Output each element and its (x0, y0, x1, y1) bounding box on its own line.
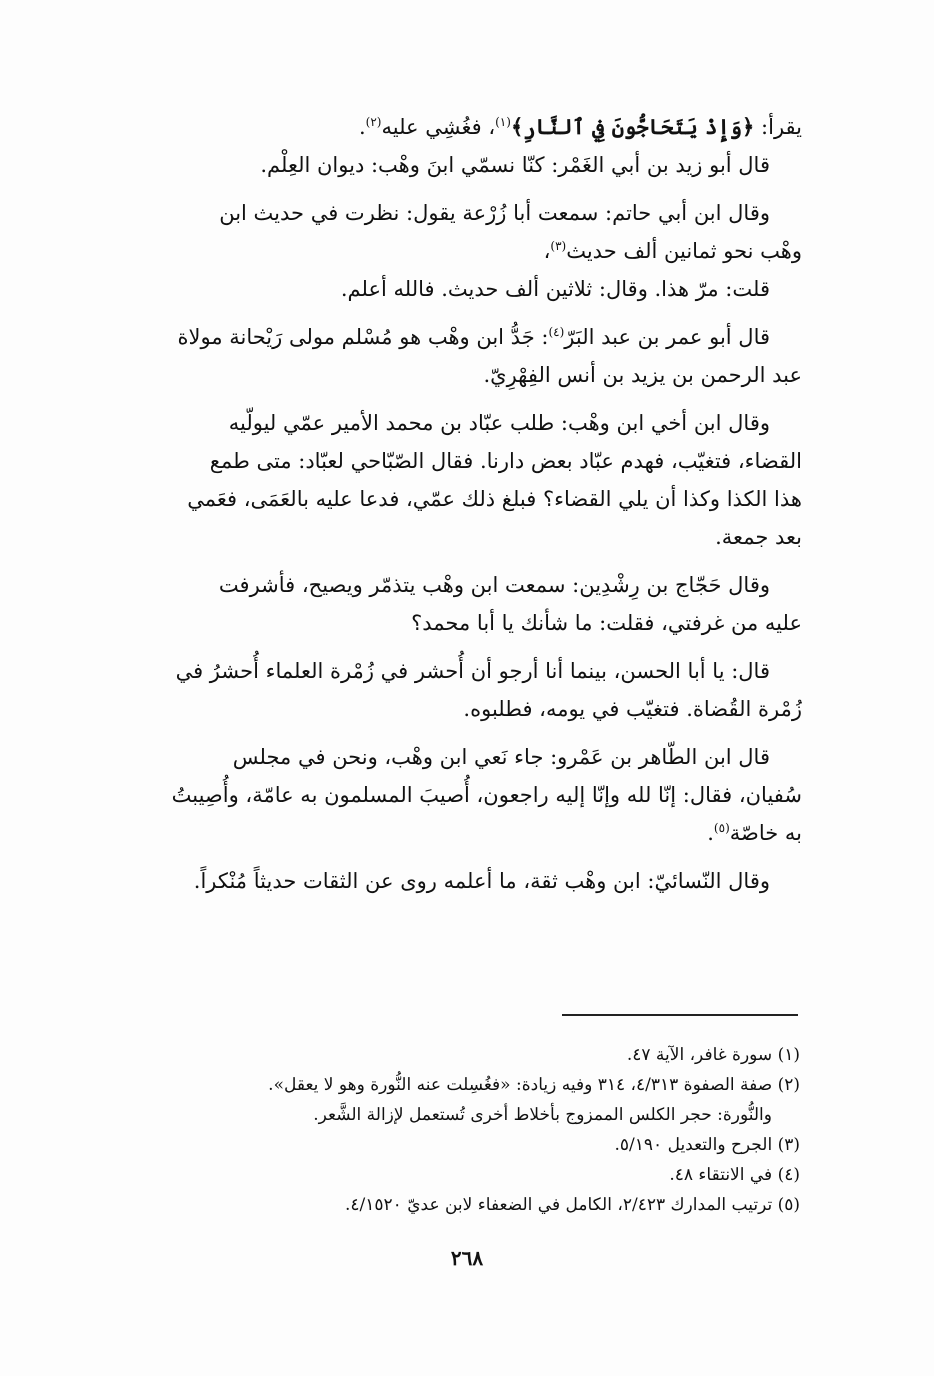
text-run: يقرأ: (754, 115, 802, 139)
text-line: قلت: مرّ هذا. وقال: ثلاثين ألف حديث. فالله أعلم. (340, 277, 770, 301)
text-line: وقال حَجّاج بن رِشْدِين: سمعت ابن وهْب يتذمّر ويصيح، فأشرفت (218, 573, 770, 597)
text-line: وقال ابن أخي ابن وهْب: طلب عبّاد بن محمد الأمير عمّي ليولّيه (228, 411, 770, 435)
text-line: هذا الكذا وكذا أن يلي القضاء؟ فبلغ ذلك عمّي، فدعا عليه بالعَمَى، فعَمي (187, 487, 802, 511)
text-run: . (707, 821, 714, 845)
text-run: ، فغُشِي عليه (381, 115, 496, 139)
text-line (112, 318, 802, 356)
footnote-ref-3[interactable]: (٣) (550, 239, 567, 253)
main-text (112, 108, 802, 910)
paragraph-1 (112, 108, 802, 184)
text-run: : جَدُّ ابن وهْب هو مُسْلم مولى رَيْحانة مولاة (177, 325, 549, 349)
footnote-ref-1[interactable]: (١) (495, 115, 511, 129)
text-line: وقال النّسائيّ: ابن وهْب ثقة، ما أعلمه روى عن الثقات حديثاً مُنْكراً. (193, 869, 770, 893)
text-line: القضاء، فتغيّب، فهدم عبّاد بعض دارنا. فقال الصّبّاحي لعبّاد: متى طمع (209, 449, 802, 473)
footnote-3: (٣) الجرح والتعديل ٥/١٩٠. (614, 1135, 800, 1155)
text-line: عليه من غرفتي، فقلت: ما شأنك يا أبا محمد؟ (411, 611, 802, 635)
paragraph-3 (112, 318, 802, 394)
text-run: به خاصّة (729, 821, 802, 845)
text-line: سُفيان، فقال: إنّا لله وإنّا إليه راجعون، أُصيبَ المسلمون به عامّة، وأُصِيبتُ (171, 783, 802, 807)
text-line: زُمْرة القُضاة. فتغيّب في يومه، فطلبوه. (463, 697, 802, 721)
footnote-ref-4[interactable]: (٤) (548, 325, 565, 339)
paragraph-2 (112, 194, 802, 308)
text-line: وقال ابن أبي حاتم: سمعت أبا زُرْعة يقول: نظرت في حديث ابن (219, 201, 770, 225)
footnote-5: (٥) ترتيب المدارك ٢/٤٢٣، الكامل في الضعفاء لابن عديّ ٤/١٥٢٠. (345, 1195, 800, 1215)
text-run: ، (543, 239, 551, 263)
text-run: وهْب نحو ثمانين ألف حديث (566, 239, 802, 263)
quran-verse: ﴿وَإِذْ يَتَحَاجُّونَ فِي ٱلنَّارِ﴾ (510, 114, 755, 139)
paragraph-6 (112, 652, 802, 728)
footnotes (110, 1040, 800, 1220)
text-line (112, 108, 802, 146)
text-line: قال ابن الطّاهر بن عَمْرو: جاء نَعي ابن وهْب، ونحن في مجلس (232, 745, 770, 769)
paragraph-4 (112, 404, 802, 556)
footnote-4: (٤) في الانتقاء ٤٨. (669, 1165, 800, 1185)
footnote-ref-5[interactable]: (٥) (713, 821, 730, 835)
footnote-ref-2[interactable]: (٢) (365, 115, 382, 129)
footnote-2: (٢) صفة الصفوة ٤/٣١٣، ٣١٤ وفيه زيادة: «فغُسِلت عنه النُّورة وهو لا يعقل». (268, 1075, 800, 1095)
paragraph-8 (112, 862, 802, 900)
paragraph-7 (112, 738, 802, 852)
text-line: قال: يا أبا الحسن، بينما أنا أرجو أن أُحشر في زُمْرة العلماء أُحشرُ في (175, 659, 770, 683)
footnote-2-continuation: والنُّورة: حجر الكلس الممزوج بأخلاط أخرى تُستعمل لإزالة الشَّعر. (313, 1105, 772, 1125)
text-line: عبد الرحمن بن يزيد بن أنس الفِهْرِيّ. (483, 363, 802, 387)
text-line: قال أبو زيد بن أبي الغَمْر: كنّا نسمّي ابنَ وهْب: ديوان العِلْم. (260, 153, 770, 177)
page-number: ٢٦٨ (450, 1246, 484, 1270)
text-line: بعد جمعة. (715, 525, 802, 549)
text-line (112, 814, 802, 852)
text-run: . (358, 115, 366, 139)
paragraph-5 (112, 566, 802, 642)
footnote-1: (١) سورة غافر، الآية ٤٧. (626, 1045, 800, 1065)
footnote-divider (562, 1014, 798, 1016)
text-line (112, 232, 802, 270)
text-run: قال أبو عمر بن عبد البَرّ (564, 325, 770, 349)
